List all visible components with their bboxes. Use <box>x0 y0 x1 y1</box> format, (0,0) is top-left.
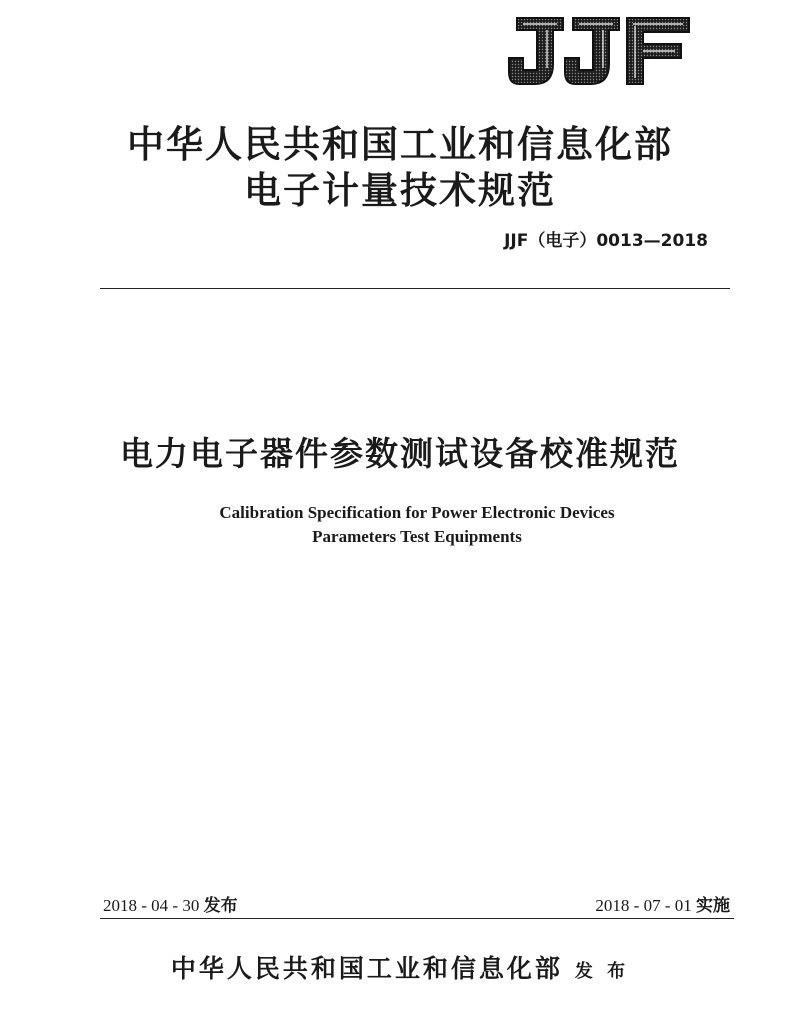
issue-label: 发布 <box>203 896 238 916</box>
logo-letter-f <box>627 18 689 84</box>
standard-number: JJF（电子）0013—2018 <box>504 231 708 251</box>
publisher <box>0 952 800 989</box>
top-divider <box>100 288 730 289</box>
implementation-date-block <box>595 895 730 917</box>
document-title-chinese: 电力电子器件参数测试设备校准规范 <box>120 434 680 473</box>
specification-category: 电子计量技术规范 <box>244 168 556 212</box>
publisher-suffix: 发 布 <box>574 961 630 982</box>
publisher-name: 中华人民共和国工业和信息化部 <box>170 954 563 983</box>
logo-letter-j-1 <box>509 18 563 84</box>
jjf-logo <box>505 12 695 92</box>
document-title-english-line-2: Parameters Test Equipments <box>312 527 522 546</box>
implementation-date: 2018 - 07 - 01 <box>595 896 692 915</box>
organization-title: 中华人民共和国工业和信息化部 <box>127 122 673 166</box>
document-title-english-line-1: Calibration Specification for Power Electronic Devices <box>219 503 615 522</box>
issue-date-block <box>103 895 238 917</box>
issue-date: 2018 - 04 - 30 <box>103 896 200 915</box>
bottom-divider <box>100 918 734 919</box>
logo-letter-j-2 <box>565 18 619 84</box>
implementation-label: 实施 <box>696 896 730 916</box>
